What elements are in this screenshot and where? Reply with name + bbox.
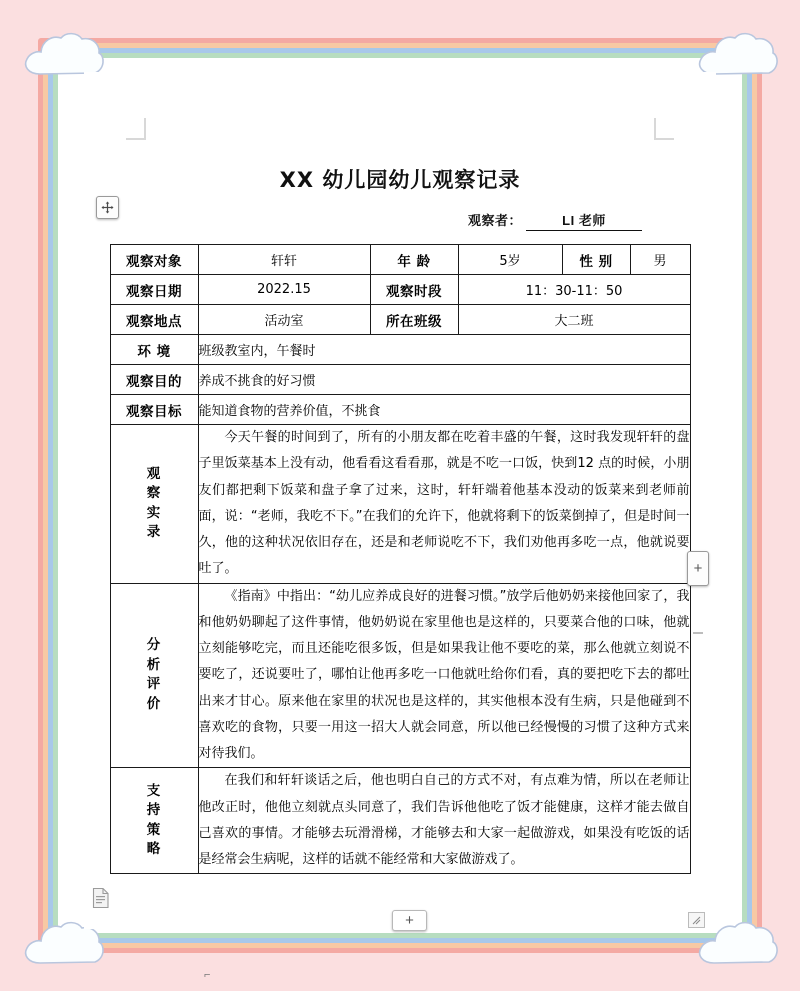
table-row — [110, 275, 690, 305]
table-move-handle[interactable] — [96, 196, 119, 219]
cell-value-purpose[interactable]: 养成不挑食的好习惯 — [198, 365, 690, 395]
cell-value-class[interactable]: 大二班 — [458, 305, 690, 335]
margin-crop-mark-top-right — [652, 118, 674, 140]
table-row — [110, 335, 690, 365]
observer-label: 观察者： — [467, 213, 522, 228]
cell-value-place[interactable]: 活动室 — [198, 305, 370, 335]
observation-record-table — [110, 244, 691, 874]
plus-icon: + — [405, 912, 414, 929]
document-page — [84, 72, 716, 981]
observer-line — [84, 210, 716, 231]
cell-value-environment[interactable]: 班级教室内，午餐时 — [198, 335, 690, 365]
cell-value-timeslot[interactable]: 11：30-11：50 — [458, 275, 690, 305]
end-of-table-mark: ⌐ — [204, 969, 211, 981]
observer-value[interactable]: LI 老师 — [526, 210, 642, 231]
cell-label-class: 所在班级 — [370, 305, 458, 335]
table-row-strategy — [110, 768, 690, 874]
table-row-record — [110, 425, 690, 584]
record-label-char-4: 录 — [146, 524, 162, 541]
table-row-analysis — [110, 583, 690, 768]
page-title: XX 幼儿园幼儿观察记录 — [279, 168, 521, 192]
plus-icon: + — [693, 560, 703, 577]
table-row — [110, 245, 690, 275]
resize-icon — [692, 916, 701, 925]
record-label-char-3: 实 — [146, 504, 162, 521]
cell-label-age: 年 龄 — [370, 245, 458, 275]
analysis-label-char-3: 评 — [146, 676, 162, 693]
cell-value-age[interactable]: 5岁 — [458, 245, 562, 275]
scrollbar-nub[interactable] — [693, 632, 703, 634]
cell-label-gender: 性 别 — [562, 245, 630, 275]
cell-label-subject: 观察对象 — [110, 245, 198, 275]
strategy-label-char-4: 略 — [146, 841, 162, 858]
cell-label-analysis — [110, 583, 198, 768]
strategy-label-char-3: 策 — [146, 821, 162, 838]
cell-label-timeslot: 观察时段 — [370, 275, 458, 305]
cell-label-date: 观察日期 — [110, 275, 198, 305]
paste-options-icon[interactable] — [90, 886, 112, 910]
cell-text-strategy[interactable]: 在我们和轩轩谈话之后，他也明白自己的方式不对，有点难为情，所以在老师让他改正时，他他立刻就点头同意了，我们告诉他他吃了饭才能健康，这样才能去做自己喜欢的事情。才能够去玩滑滑梯，才能够去和大家一起做游戏，如果没有吃饭的话是经常会生病呢，这样的话就不能经常和大家做游戏了。 — [198, 768, 690, 874]
cell-label-purpose: 观察目的 — [110, 365, 198, 395]
move-arrows-icon — [101, 201, 114, 214]
corner-resize-handle[interactable] — [688, 912, 705, 928]
record-label-char-2: 察 — [146, 485, 162, 502]
cell-label-record — [110, 425, 198, 584]
cell-value-date[interactable]: 2022.15 — [198, 275, 370, 305]
table-row — [110, 395, 690, 425]
table-row — [110, 305, 690, 335]
margin-crop-mark-top-left — [126, 118, 148, 140]
cell-text-analysis[interactable]: 《指南》中指出：“幼儿应养成良好的进餐习惯。”放学后他奶奶来接他回家了，我和他奶奶聊起了这件事情，他奶奶说在家里他也是这样的，只要菜合他的口味，他就立刻能够吃完，而且还能吃很多饭，但是如果我让他不要吃的菜，那么他就立刻说不要吃了，还说要吐了，哪怕让他再多吃一口他就吐给你们看，真的要把吃下去的都吐出来才甘心。原来他在家里的状况也是这样的，其实他根本没有生病，只是他碰到不喜欢吃的食物，只要一用这一招大人就会同意，所以他已经慢慢的习惯了这种方式来对待我们。 — [198, 583, 690, 768]
cell-value-subject[interactable]: 轩轩 — [198, 245, 370, 275]
record-label-char-1: 观 — [146, 465, 162, 482]
table-row — [110, 365, 690, 395]
analysis-label-char-4: 价 — [146, 695, 162, 712]
document-page-icon — [91, 887, 111, 909]
strategy-label-char-1: 支 — [146, 782, 162, 799]
cell-label-place: 观察地点 — [110, 305, 198, 335]
cell-label-goal: 观察目标 — [110, 395, 198, 425]
cell-text-record[interactable]: 今天午餐的时间到了，所有的小朋友都在吃着丰盛的午餐，这时我发现轩轩的盘子里饭菜基本上没有动，他看看这看看那，就是不吃一口饭，快到12 点的时候，小朋友们都把剩下饭菜和盘子拿了过来，这时，轩轩端着他基本没动的饭菜来到老师前面，说：“老师，我吃不下。”在我们的允许下，他就将剩下的饭菜倒掉了，但是时间一久，他的这种状况依旧存在，还是和老师说吃不下，我们劝他再多吃一点，他就说要吐了。 — [198, 425, 690, 584]
cell-value-goal[interactable]: 能知道食物的营养价值，不挑食 — [198, 395, 690, 425]
strategy-label-char-2: 持 — [146, 802, 162, 819]
analysis-label-char-1: 分 — [146, 637, 162, 654]
cell-label-strategy — [110, 768, 198, 874]
insert-row-button[interactable] — [687, 551, 709, 586]
cell-label-environment: 环 境 — [110, 335, 198, 365]
analysis-label-char-2: 析 — [146, 656, 162, 673]
cell-value-gender[interactable]: 男 — [630, 245, 690, 275]
insert-column-button[interactable] — [392, 910, 427, 931]
